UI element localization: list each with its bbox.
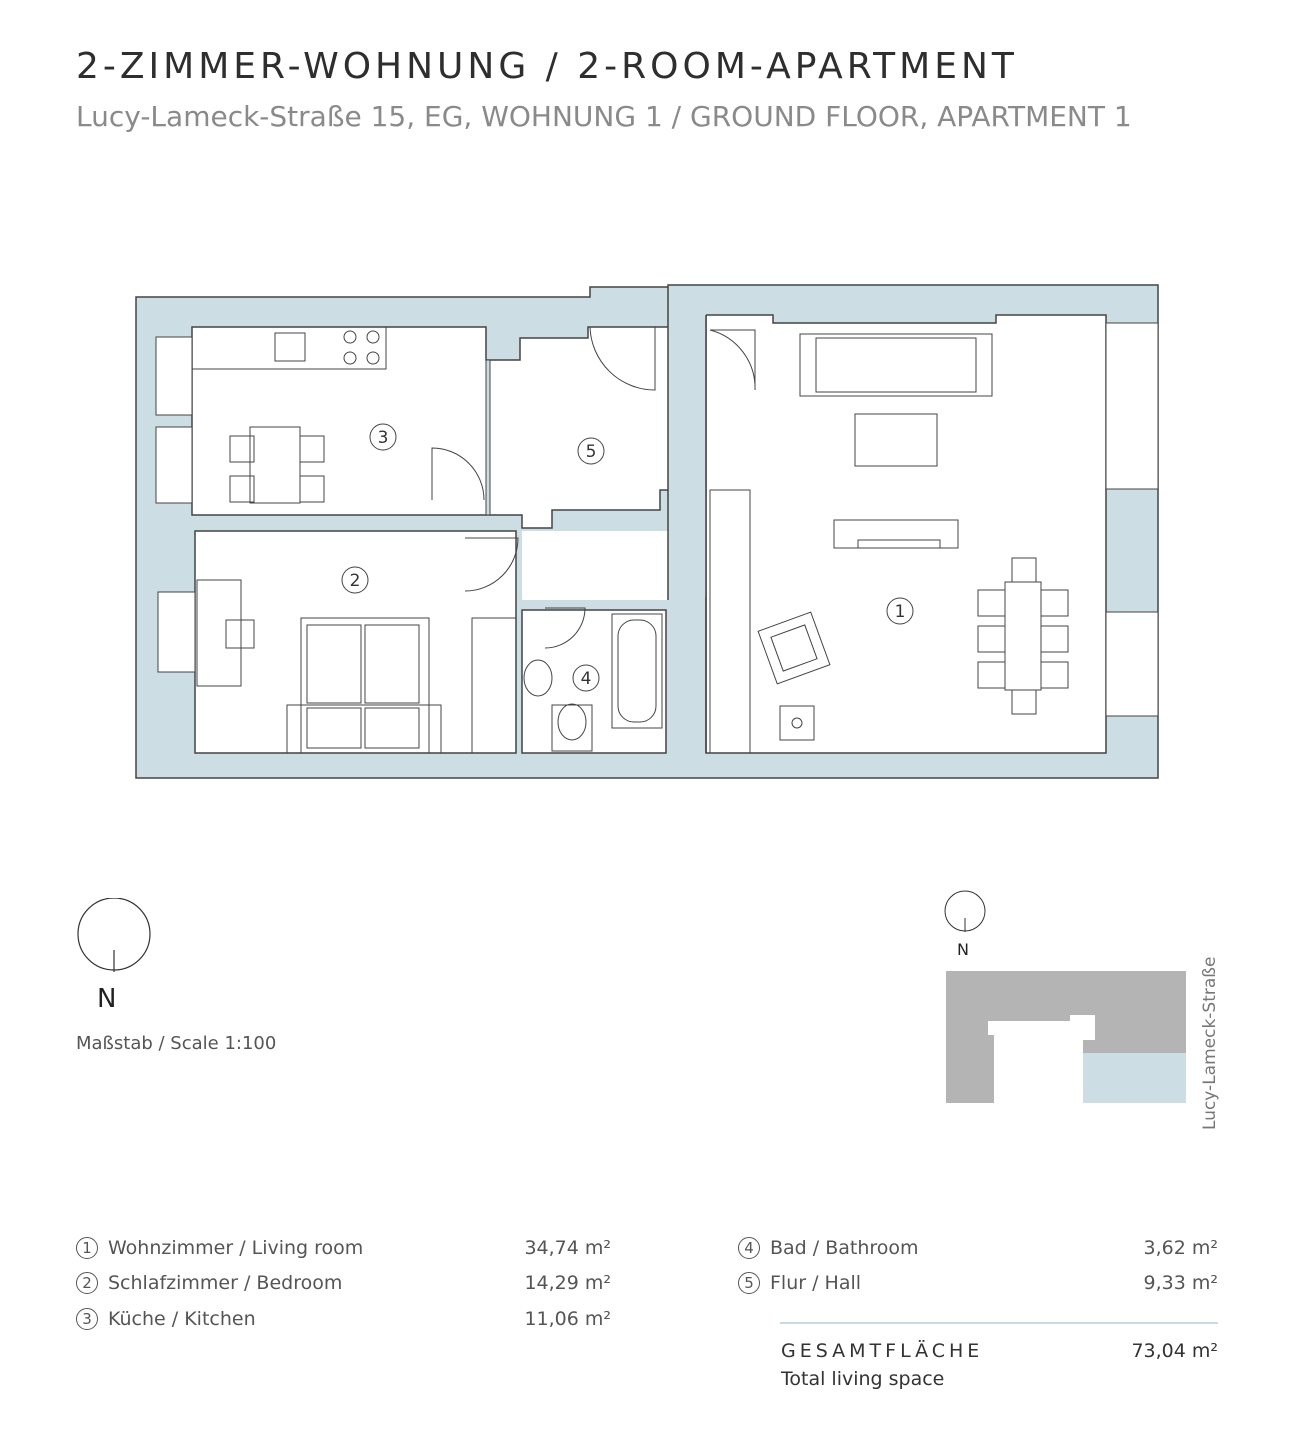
total-divider xyxy=(780,1322,1218,1324)
room-area: 9,33 m² xyxy=(1143,1272,1218,1294)
room-name: Schlafzimmer / Bedroom xyxy=(108,1272,343,1294)
room-badge: 3 xyxy=(76,1308,98,1330)
room-name: Wohnzimmer / Living room xyxy=(108,1237,364,1259)
site-north-icon xyxy=(944,890,990,940)
room-marker-2 xyxy=(342,567,368,593)
total-sublabel: Total living space xyxy=(781,1368,945,1390)
street-label: Lucy-Lameck-Straße xyxy=(1200,956,1220,1130)
page-title: 2-ZIMMER-WOHNUNG / 2-ROOM-APARTMENT xyxy=(76,46,1018,87)
site-plan xyxy=(940,965,1190,1110)
wall-kitchen-hall xyxy=(486,360,490,515)
total-value: 73,04 m² xyxy=(1131,1340,1218,1362)
svg-text:2: 2 xyxy=(349,571,361,591)
svg-text:4: 4 xyxy=(580,669,592,689)
room-badge: 4 xyxy=(738,1237,760,1259)
room-row-3 xyxy=(76,1306,256,1332)
svg-text:5: 5 xyxy=(585,442,597,462)
room-marker-1 xyxy=(887,598,913,624)
room-marker-4 xyxy=(573,665,599,691)
room-marker-5 xyxy=(578,438,604,464)
room-living xyxy=(706,315,1106,753)
site-north-label: N xyxy=(957,940,969,959)
north-arrow-icon xyxy=(76,898,156,978)
room-badge: 1 xyxy=(76,1237,98,1259)
room-area: 11,06 m² xyxy=(524,1308,611,1330)
north-label: N xyxy=(97,984,117,1014)
room-badge: 5 xyxy=(738,1272,760,1294)
room-name: Küche / Kitchen xyxy=(108,1308,256,1330)
room-bedroom-full xyxy=(195,531,516,753)
scale-text: Maßstab / Scale 1:100 xyxy=(76,1033,277,1054)
page-subtitle: Lucy-Lameck-Straße 15, EG, WOHNUNG 1 / GROUND FLOOR, APARTMENT 1 xyxy=(76,100,1132,133)
room-name: Bad / Bathroom xyxy=(770,1237,919,1259)
room-marker-3 xyxy=(370,424,396,450)
svg-text:3: 3 xyxy=(377,428,389,448)
room-area: 34,74 m² xyxy=(524,1237,611,1259)
svg-text:1: 1 xyxy=(894,602,906,622)
room-row-5 xyxy=(738,1270,861,1296)
wall-hall-living xyxy=(668,297,706,597)
room-name: Flur / Hall xyxy=(770,1272,862,1294)
room-row-4 xyxy=(738,1235,919,1261)
site-highlight xyxy=(1083,1053,1186,1103)
total-label: GESAMTFLÄCHE xyxy=(781,1340,984,1362)
room-area: 3,62 m² xyxy=(1143,1237,1218,1259)
room-area: 14,29 m² xyxy=(524,1272,611,1294)
room-hall-lower xyxy=(522,531,668,600)
room-badge: 2 xyxy=(76,1272,98,1294)
room-row-2 xyxy=(76,1270,342,1296)
room-row-1 xyxy=(76,1235,363,1261)
